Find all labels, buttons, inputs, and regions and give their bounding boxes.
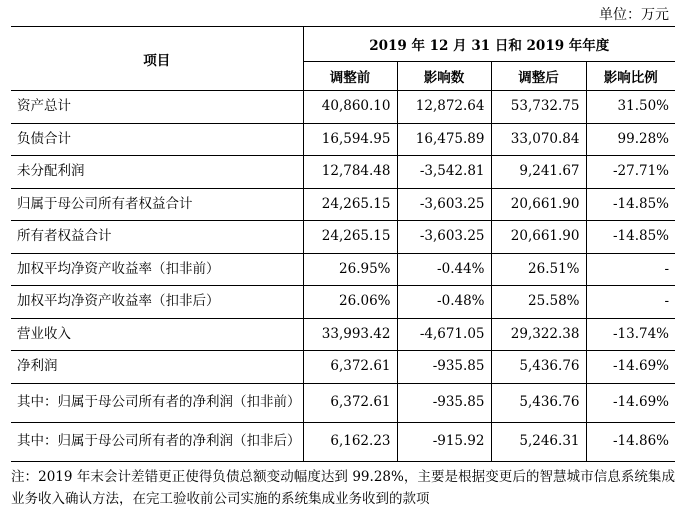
cell-impact: -0.48% (397, 286, 491, 319)
cell-impact: -935.85 (397, 351, 491, 384)
row-label: 加权平均净资产收益率（扣非前） (11, 253, 303, 286)
cell-ratio: - (586, 286, 675, 319)
table-row (11, 253, 675, 286)
cell-after: 20,661.90 (491, 221, 586, 254)
cell-impact: 16,475.89 (397, 123, 491, 156)
cell-after: 5,246.31 (491, 422, 586, 461)
cell-ratio: 99.28% (586, 123, 675, 156)
cell-before: 40,860.10 (303, 91, 397, 124)
cell-ratio: -14.86% (586, 422, 675, 461)
cell-before: 16,594.95 (303, 123, 397, 156)
cell-ratio: -14.85% (586, 221, 675, 254)
header-after: 调整后 (491, 62, 586, 91)
cell-ratio: -14.69% (586, 351, 675, 384)
cell-after: 20,661.90 (491, 188, 586, 221)
cell-after: 25.58% (491, 286, 586, 319)
table-row (11, 286, 675, 319)
cell-ratio: -27.71% (586, 156, 675, 189)
row-label: 所有者权益合计 (11, 221, 303, 254)
cell-impact: -4,671.05 (397, 318, 491, 351)
cell-ratio: -14.85% (586, 188, 675, 221)
cell-ratio: -13.74% (586, 318, 675, 351)
table-row (11, 351, 675, 384)
row-label: 净利润 (11, 351, 303, 384)
cell-before: 6,162.23 (303, 422, 397, 461)
cell-after: 26.51% (491, 253, 586, 286)
table-row (11, 91, 675, 124)
cell-after: 5,436.76 (491, 351, 586, 384)
table-row (11, 156, 675, 189)
row-label: 其中：归属于母公司所有者的净利润（扣非前） (11, 383, 303, 422)
table-row (11, 318, 675, 351)
cell-before: 24,265.15 (303, 188, 397, 221)
header-ratio: 影响比例 (603, 70, 658, 86)
cell-before: 24,265.15 (303, 221, 397, 254)
table-row (11, 123, 675, 156)
header-item: 项目 (11, 27, 303, 91)
cell-before: 6,372.61 (303, 383, 397, 422)
cell-after: 9,241.67 (491, 156, 586, 189)
cell-impact: -3,603.25 (397, 221, 491, 254)
row-label: 加权平均净资产收益率（扣非后） (11, 286, 303, 319)
cell-impact: 12,872.64 (397, 91, 491, 124)
row-label: 负债合计 (11, 123, 303, 156)
unit-label: 单位：万元 (599, 7, 669, 23)
cell-after: 53,732.75 (491, 91, 586, 124)
adjustment-table (11, 26, 675, 462)
table-row (11, 422, 675, 461)
cell-ratio: - (586, 253, 675, 286)
cell-after: 5,436.76 (491, 383, 586, 422)
row-label: 未分配利润 (11, 156, 303, 189)
header-period: 2019 年 12 月 31 日和 2019 年年度 (303, 27, 675, 62)
cell-before: 12,784.48 (303, 156, 397, 189)
row-label: 归属于母公司所有者权益合计 (11, 188, 303, 221)
footnote: 注：2019 年末会计差错更正使得负债总额变动幅度达到 99.28%，主要是根据变更后的智慧城市信息系统集成业务收入确认方法，在完工验收前公司实施的系统集成业务收到的款项 (11, 469, 675, 507)
cell-after: 29,322.38 (491, 318, 586, 351)
cell-before: 26.06% (303, 286, 397, 319)
cell-ratio: 31.50% (586, 91, 675, 124)
table-row (11, 221, 675, 254)
cell-impact: -3,603.25 (397, 188, 491, 221)
cell-after: 33,070.84 (491, 123, 586, 156)
row-label: 资产总计 (11, 91, 303, 124)
cell-impact: -3,542.81 (397, 156, 491, 189)
table-row (11, 383, 675, 422)
cell-before: 6,372.61 (303, 351, 397, 384)
row-label: 其中：归属于母公司所有者的净利润（扣非后） (11, 422, 303, 461)
cell-impact: -0.44% (397, 253, 491, 286)
cell-before: 26.95% (303, 253, 397, 286)
header-impact: 影响数 (397, 62, 491, 91)
cell-impact: -915.92 (397, 422, 491, 461)
cell-ratio: -14.69% (586, 383, 675, 422)
cell-before: 33,993.42 (303, 318, 397, 351)
header-before: 调整前 (303, 62, 397, 91)
cell-impact: -935.85 (397, 383, 491, 422)
table-row (11, 188, 675, 221)
row-label: 营业收入 (11, 318, 303, 351)
